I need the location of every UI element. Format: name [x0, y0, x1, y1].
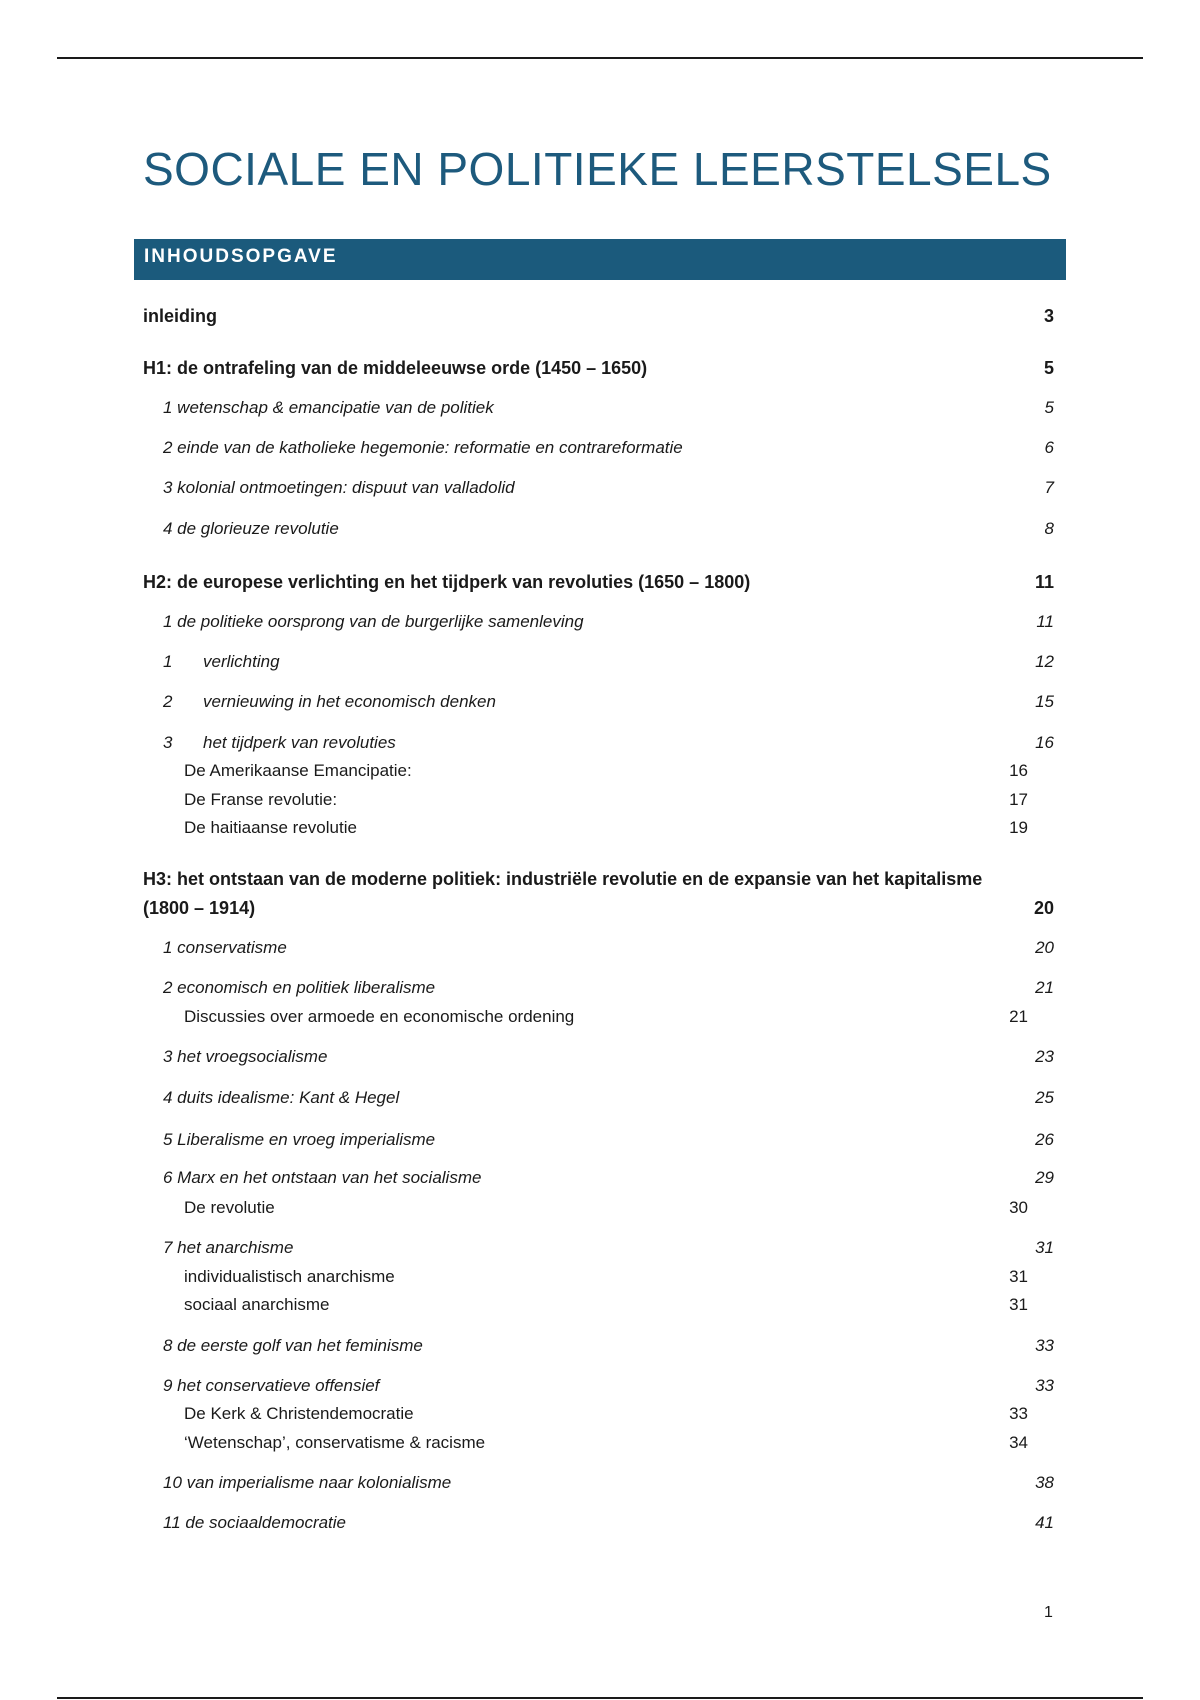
toc-entry-page: 7	[1044, 478, 1054, 497]
toc-entry-page: 15	[1035, 692, 1054, 711]
toc-entry-page: 41	[1035, 1513, 1054, 1532]
toc-entry-label: 2 einde van de katholieke hegemonie: reformatie en contrareformatie	[163, 438, 683, 457]
toc-entry-label: H1: de ontrafeling van de middeleeuwse orde (1450 – 1650)	[143, 358, 648, 378]
toc-entry[interactable]	[163, 733, 1054, 757]
toc-entry-label: 3 het vroegsocialisme	[163, 1047, 328, 1066]
toc-entry-label: 8 de eerste golf van het feminisme	[163, 1336, 423, 1355]
document-title: SOCIALE EN POLITIEKE LEERSTELSELS	[143, 143, 1052, 195]
toc-entry[interactable]	[143, 898, 1054, 922]
toc-entry-label: het tijdperk van revoluties	[203, 733, 396, 752]
toc-entry-page: 26	[1035, 1130, 1054, 1149]
toc-entry-page: 31	[1035, 1238, 1054, 1257]
toc-entry-page: 38	[1035, 1473, 1054, 1492]
toc-entry-page: 34	[1009, 1433, 1028, 1452]
toc-entry-page: 20	[1033, 898, 1054, 918]
toc-entry-label: 2 economisch en politiek liberalisme	[163, 978, 436, 997]
toc-entry-label: 4 de glorieuze revolutie	[163, 519, 339, 538]
toc-entry[interactable]	[163, 519, 1054, 543]
toc-entry[interactable]	[163, 652, 1054, 676]
toc-entry-label: 6 Marx en het ontstaan van het socialisme	[163, 1168, 482, 1187]
toc-entry-label: 5 Liberalisme en vroeg imperialisme	[163, 1130, 436, 1149]
toc-entry-label: 7 het anarchisme	[163, 1238, 294, 1257]
toc-entry-page: 5	[1043, 358, 1054, 378]
toc-entry[interactable]	[163, 398, 1054, 422]
toc-entry-page: 5	[1044, 398, 1054, 417]
toc-entry-label: ‘Wetenschap’, conservatisme & racisme	[184, 1433, 486, 1452]
toc-entry-page: 21	[1009, 1007, 1028, 1026]
toc-entry-label: 4 duits idealisme: Kant & Hegel	[163, 1088, 400, 1107]
toc-entry[interactable]	[184, 1007, 1028, 1031]
toc-entry[interactable]	[184, 1267, 1028, 1291]
toc-entry[interactable]	[184, 1433, 1028, 1457]
toc-entry-label: 9 het conservatieve offensief	[163, 1376, 380, 1395]
toc-entry[interactable]	[184, 1295, 1028, 1319]
toc-entry-label: 3 kolonial ontmoetingen: dispuut van valladolid	[163, 478, 515, 497]
toc-entry-label: 1 conservatisme	[163, 938, 287, 957]
toc-entry-page: 23	[1035, 1047, 1054, 1066]
toc-entry[interactable]	[163, 1088, 1054, 1112]
toc-entry[interactable]	[184, 818, 1028, 842]
toc-entry-label: De revolutie	[184, 1198, 275, 1217]
toc-entry-page: 19	[1009, 818, 1028, 837]
toc-entry[interactable]	[163, 612, 1054, 636]
toc-entry-label: De Franse revolutie:	[184, 790, 338, 809]
toc-entry-page: 29	[1035, 1168, 1054, 1187]
toc-entry-label: inleiding	[143, 306, 217, 326]
toc-heading: INHOUDSOPGAVE	[144, 246, 338, 267]
toc-entry-label: 11 de sociaaldemocratie	[163, 1513, 347, 1532]
toc-entry[interactable]	[163, 692, 1054, 716]
toc-entry-page: 33	[1035, 1336, 1054, 1355]
toc-entry[interactable]	[143, 572, 1054, 596]
toc-entry-page: 30	[1009, 1198, 1028, 1217]
toc-entry[interactable]	[163, 1047, 1054, 1071]
toc-entry[interactable]	[184, 1404, 1028, 1428]
toc-entry-label: Discussies over armoede en economische ordening	[184, 1007, 575, 1026]
toc-entry[interactable]	[163, 478, 1054, 502]
toc-entry-label: 1 wetenschap & emancipatie van de politiek	[163, 398, 494, 417]
toc-entry-label: individualistisch anarchisme	[184, 1267, 395, 1286]
toc-entry[interactable]	[163, 438, 1054, 462]
toc-entry-page: 33	[1035, 1376, 1054, 1395]
toc-entry-number: 3	[163, 733, 173, 752]
toc-entry-page: 6	[1044, 438, 1054, 457]
toc-entry[interactable]	[143, 306, 1054, 330]
toc-entry[interactable]	[163, 1168, 1054, 1192]
toc-entry-page: 8	[1044, 519, 1054, 538]
toc-entry-label: (1800 – 1914)	[143, 898, 256, 918]
toc-entry[interactable]	[163, 978, 1054, 1002]
toc-entry[interactable]	[163, 1513, 1054, 1537]
toc-entry-label: H2: de europese verlichting en het tijdperk van revoluties (1650 – 1800)	[143, 572, 751, 592]
toc-entry-label: verlichting	[203, 652, 280, 671]
toc-entry-label: De Amerikaanse Emancipatie:	[184, 761, 412, 780]
toc-entry[interactable]	[163, 1376, 1054, 1400]
toc-entry-page: 12	[1035, 652, 1054, 671]
toc-entry-page: 11	[1034, 572, 1054, 592]
toc-entry[interactable]	[184, 761, 1028, 785]
toc-entry-label-line1[interactable]: H3: het ontstaan van de moderne politiek: industriële revolutie en de expansie van het kapitalisme	[143, 869, 983, 889]
header-rule	[57, 57, 1143, 59]
toc-entry-page: 17	[1009, 790, 1028, 809]
toc-entry-page: 16	[1009, 761, 1028, 780]
page-number: 1	[1044, 1604, 1053, 1621]
toc-entry-label: De Kerk & Christendemocratie	[184, 1404, 414, 1423]
toc-entry[interactable]	[163, 1473, 1054, 1497]
toc-entry-number: 1	[163, 652, 173, 671]
footer-rule	[57, 1697, 1143, 1699]
toc-entry-page: 33	[1009, 1404, 1028, 1423]
toc-entry-page: 11	[1036, 612, 1054, 631]
toc-entry-page: 16	[1035, 733, 1054, 752]
toc-entry-label: sociaal anarchisme	[184, 1295, 330, 1314]
toc-entry-number: 2	[163, 692, 173, 711]
toc-heading-banner	[134, 239, 1066, 280]
toc-entry-page: 31	[1009, 1267, 1028, 1286]
toc-entry-label: 1 de politieke oorsprong van de burgerlijke samenleving	[163, 612, 584, 631]
toc-entry-label: vernieuwing in het economisch denken	[203, 692, 496, 711]
toc-entry-label: De haitiaanse revolutie	[184, 818, 357, 837]
toc-entry-page: 21	[1035, 978, 1054, 997]
toc-entry-page: 20	[1035, 938, 1054, 957]
toc-entry-page: 3	[1043, 306, 1054, 326]
toc-entry[interactable]	[163, 1238, 1054, 1262]
toc-entry[interactable]	[163, 1336, 1054, 1360]
toc-entry[interactable]	[184, 790, 1028, 814]
toc-entry-page: 31	[1009, 1295, 1028, 1314]
toc-entry-page: 25	[1035, 1088, 1054, 1107]
toc-entry-label: 10 van imperialisme naar kolonialisme	[163, 1473, 452, 1492]
toc-entry[interactable]	[143, 358, 1054, 382]
toc-entry[interactable]	[163, 938, 1054, 962]
toc-entry[interactable]	[163, 1130, 1054, 1154]
toc-entry[interactable]	[184, 1198, 1028, 1222]
